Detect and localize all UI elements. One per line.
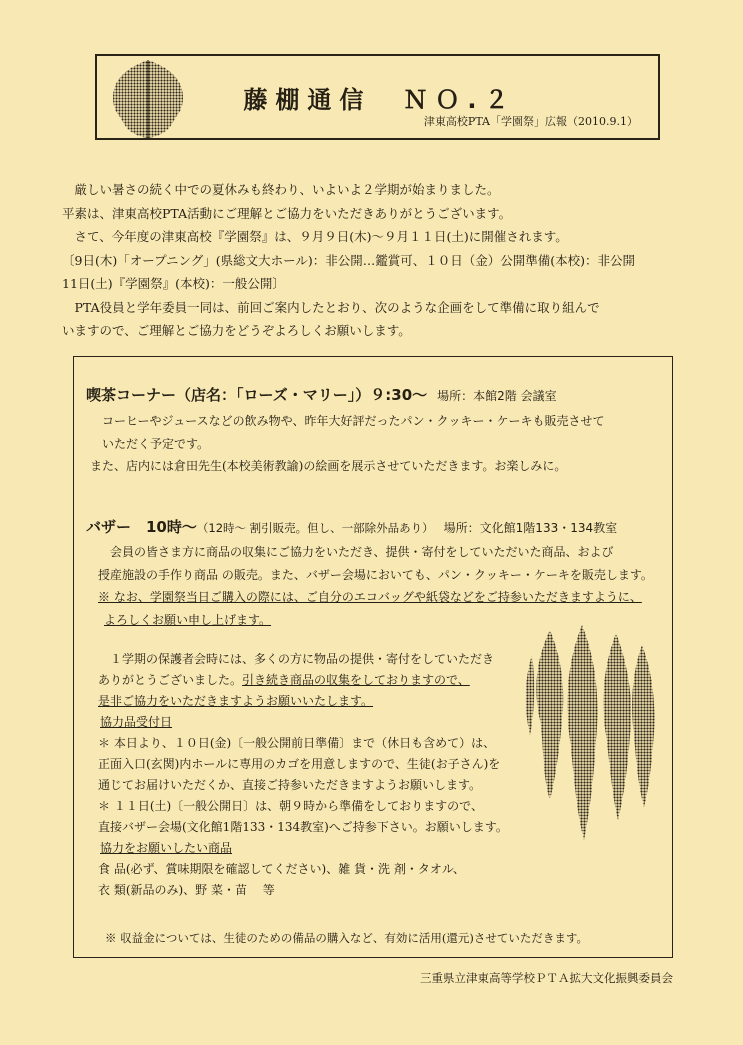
donation-line — [98, 670, 508, 691]
intro-line: 〔9日(木)「オープニング」(県総文大ホール)：非公開…鑑賞可、１０日（金）公開準備(本校)：非公開 — [62, 252, 635, 268]
bazaar-line: 授産施設の手作り商品 の販売。また、バザー会場においても、パン・クッキー・ケーキを販売します。 — [98, 567, 653, 582]
bazaar-text — [98, 541, 653, 631]
donation-heading: 協力品受付日 — [100, 715, 173, 729]
donation-text — [98, 649, 508, 901]
donation-line: ＊ 本日より、１０日(金)〔一般公開前日準備〕まで（休日も含めて）は、 — [98, 736, 496, 750]
intro-line: いますので、ご理解とご協力をどうぞよろしくお願いします。 — [62, 323, 411, 338]
cafe-title-text: 喫茶コーナー（店名：｢ローズ・マリー｣）９:30～ — [86, 386, 428, 404]
donation-line: 通じてお届けいただくか、直接ご持参いただきますようお願いします。 — [98, 778, 482, 792]
donation-line: １学期の保護者会時には、多くの方に物品の提供・寄付をしていただき — [98, 652, 495, 666]
intro-line: PTA役員と学年委員一同は、前回ご案内したとおり、次のような企画をして準備に取り組んで — [62, 299, 600, 315]
donation-line: 衣 類(新品のみ)、野 菜・苗 等 — [98, 883, 275, 897]
bazaar-title — [86, 516, 617, 537]
cafe-line: コーヒーやジュースなどの飲み物や、昨年大好評だったパン・クッキー・ケーキも販売させて — [90, 414, 605, 428]
bazaar-note: （12時～ 割引販売。但し、一部除外品あり） — [196, 521, 434, 535]
donation-line: ＊ １１日(土)〔一般公開日〕は、朝９時から準備をしておりますので、 — [98, 799, 483, 813]
intro-text — [62, 178, 692, 343]
bazaar-notice: よろしくお願い申し上げます。 — [104, 612, 272, 627]
page-subtitle: 津東高校PTA「学園祭」広報（2010.9.1） — [423, 115, 638, 128]
cafe-title — [86, 384, 557, 405]
donation-line: 正面入口(玄関)内ホールに専用のカゴを用意しますので、生徒(お子さん)を — [98, 757, 501, 771]
page-title: 藤棚通信 ＮＯ.２ — [243, 86, 517, 114]
cafe-line: いただく予定です。 — [90, 436, 210, 451]
cafe-line: また、店内には倉田先生(本校美術教諭)の絵画を展示させていただきます。お楽しみに。 — [90, 459, 567, 473]
donation-line: 直接バザー会場(文化館1階133・134教室)へご持参下さい。お願いします。 — [98, 820, 508, 834]
bazaar-place: 場所：文化館1階133・134教室 — [443, 521, 618, 535]
donation-request: 是非ご協力をいただきますようお願いいたします。 — [98, 694, 374, 708]
donation-heading: 協力をお願いしたい商品 — [100, 841, 233, 855]
intro-line: 厳しい暑さの続く中での夏休みも終わり、いよいよ２学期が始まりました。 — [62, 182, 500, 197]
intro-line: 平素は、津東高校PTA活動にご理解とご協力をいただきありがとうございます。 — [62, 205, 512, 221]
bazaar-notice: ※ なお、学園祭当日ご購入の際には、ご自分のエコバッグや紙袋などをご持参いただきますように、 — [98, 590, 642, 604]
donation-thanks: ありがとうございました。 — [98, 673, 243, 687]
cafe-place: 場所：本館2階 会議室 — [437, 389, 557, 403]
bazaar-title-text: バザー 10時～ — [86, 518, 197, 536]
wisteria-illustration — [520, 625, 660, 865]
donation-line: 食 品(必ず、賞味期限を確認してください)、雑 貨・洗 剤・タオル、 — [98, 862, 465, 876]
bazaar-line: 会員の皆さま方に商品の収集にご協力をいただき、提供・寄付をしていただいた商品、および — [98, 545, 614, 559]
intro-line: さて、今年度の津東高校『学園祭』は、９月９日(木)～９月１１日(土)に開催されます。 — [62, 229, 568, 244]
proceeds-note: ※ 収益金については、生徒のための備品の購入など、有効に活用(還元)させていただきます。 — [105, 931, 588, 945]
intro-line: 11日(土)『学園祭』(本校)：一般公開〕 — [62, 276, 285, 291]
donation-request: 引き続き商品の収集をしておりますので、 — [242, 673, 470, 687]
cafe-text — [90, 410, 604, 478]
footer: 三重県立津東高等学校ＰＴＡ拡大文化振興委員会 — [420, 971, 673, 985]
